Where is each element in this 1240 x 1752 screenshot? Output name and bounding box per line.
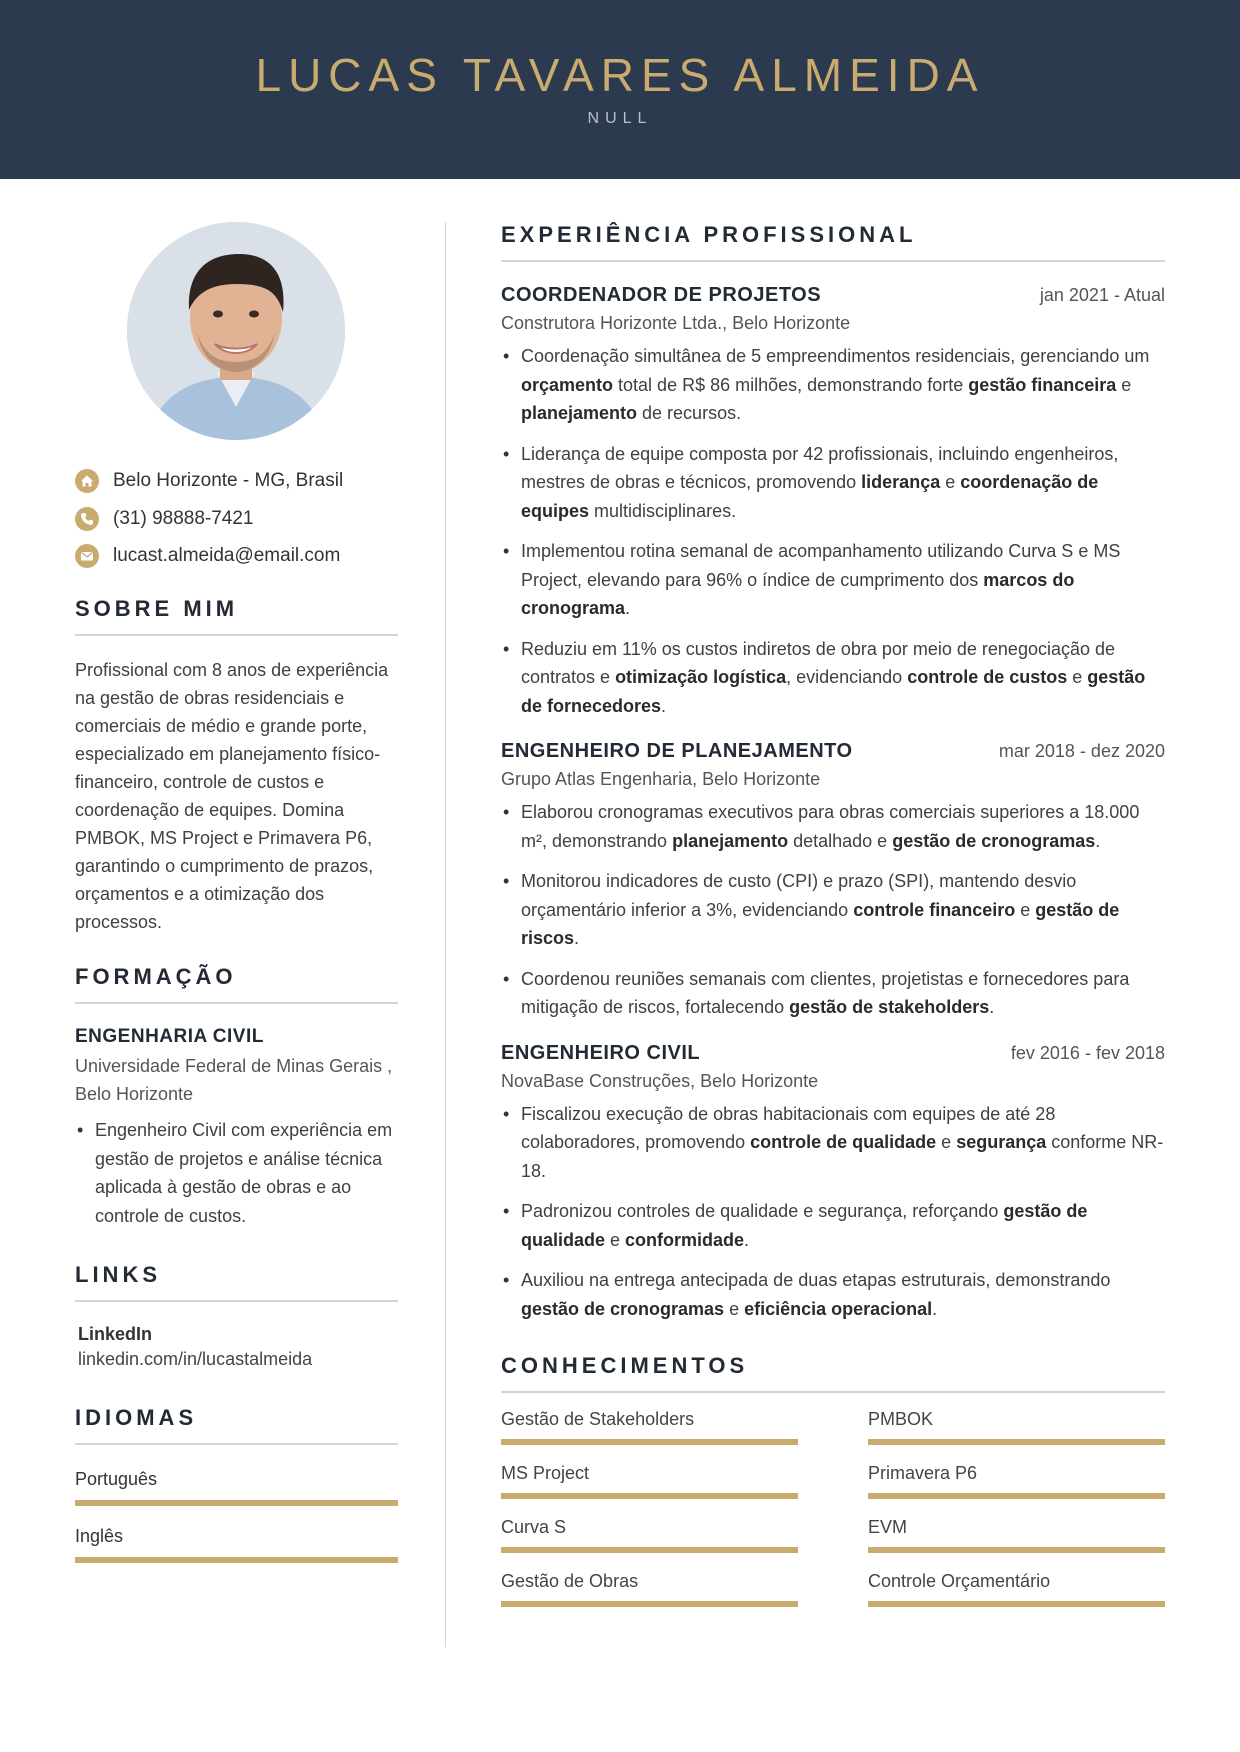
job-entry [501, 1042, 1165, 1324]
contact-location [75, 467, 343, 495]
phone-text: (31) 98888-7421 [113, 508, 254, 529]
home-icon [75, 469, 99, 493]
bullet-text: Implementou rotina semanal de acompanhamento utilizando Curva S e MS Project, elevando para 96% o índice de cumprimento dos [521, 541, 1121, 590]
bullet-text: e [724, 1298, 745, 1319]
skill-item [501, 1463, 798, 1499]
skill-name: Primavera P6 [868, 1463, 978, 1483]
skill-bar [868, 1493, 1165, 1499]
highlight-text: controle de custos [907, 667, 1068, 687]
language-bar [75, 1557, 398, 1563]
skills-grid [501, 1409, 1165, 1607]
highlight-text: gestão de fornecedores [521, 667, 1146, 716]
highlight-text: coordenação de equipes [521, 472, 1099, 521]
experience-rule [501, 260, 1165, 262]
education-bullets [75, 1116, 398, 1230]
job-header [501, 284, 1165, 307]
highlight-text: planejamento [521, 403, 638, 423]
job-title: ENGENHEIRO DE PLANEJAMENTO [501, 740, 853, 762]
bullet-text: multidisciplinares. [589, 500, 737, 521]
highlight-text: eficiência operacional [744, 1298, 933, 1319]
job-date: jan 2021 - Atual [1039, 285, 1165, 305]
phone-icon [75, 507, 99, 531]
bullet-text: de recursos. [637, 403, 742, 423]
skill-bar [501, 1601, 798, 1607]
school-name: Universidade Federal de Minas Gerais , Belo Horizonte [75, 1056, 393, 1104]
skill-name: PMBOK [868, 1409, 934, 1429]
skills-title: CONHECIMENTOS [501, 1353, 749, 1378]
bullet-text: Coordenação simultânea de 5 empreendimentos residenciais, gerenciando um [521, 346, 1150, 366]
skill-name: MS Project [501, 1463, 590, 1483]
bullet-text: Elaborou cronogramas executivos para obras comerciais superiores a 18.000 m², demonstrando [521, 802, 1140, 851]
highlight-text: otimização logística [615, 667, 787, 687]
contact-email [75, 542, 340, 570]
experience-title: EXPERIÊNCIA PROFISSIONAL [501, 222, 917, 247]
highlight-text: orçamento [521, 374, 614, 395]
right-column [501, 222, 1165, 1607]
about-section [75, 596, 398, 936]
skill-name: Gestão de Obras [501, 1571, 639, 1591]
job-bullet [501, 440, 1165, 526]
skill-item [868, 1409, 1165, 1445]
bullet-text: Padronizou controles de qualidade e segurança, reforçando [521, 1201, 1004, 1221]
languages-rule [75, 1443, 398, 1445]
skills-rule [501, 1391, 1165, 1393]
highlight-text: gestão de qualidade [521, 1201, 1088, 1250]
job-bullet [501, 1266, 1165, 1323]
bullet-text: e [1116, 374, 1132, 395]
bullet-text: Liderança de equipe composta por 42 profissionais, incluindo engenheiros, mestres de obras e técnicos, promovendo [521, 443, 1119, 492]
bullet-text: detalhado e [788, 830, 893, 851]
skill-item [501, 1571, 798, 1607]
bullet-text: . [744, 1229, 750, 1250]
email-text[interactable]: lucast.almeida@email.com [113, 545, 341, 566]
job-title: ENGENHEIRO CIVIL [501, 1041, 701, 1064]
education-rule [75, 1002, 398, 1004]
job-bullet [501, 867, 1165, 953]
language-item [75, 1469, 398, 1506]
links-title: LINKS [75, 1262, 161, 1287]
job-entry [501, 740, 1165, 1022]
highlight-text: conformidade [625, 1229, 745, 1250]
linkedin-url[interactable]: linkedin.com/in/lucastalmeida [78, 1349, 313, 1369]
job-date: fev 2016 - fev 2018 [1010, 1042, 1165, 1063]
bullet-text: . [1095, 830, 1101, 851]
about-text: Profissional com 8 anos de experiência na gestão de obras residenciais e comerciais de médio e grande porte, especializado em planejamento físico-financeiro, controle de custos e coordenação de equipes. Domina PMBOK, MS Project e Primavera P6, garantindo o cumprimento de prazos, orçamentos e a otimização dos processos. [75, 660, 389, 932]
bullet-text: . [661, 695, 667, 716]
skill-bar [501, 1493, 798, 1499]
about-title: SOBRE MIM [75, 596, 239, 621]
links-section [75, 1262, 398, 1370]
job-header [501, 740, 1165, 763]
education-bullet: • Engenheiro Civil com experiência em gestão de projetos e análise técnica aplicada à gestão de obras e ao controle de custos. [75, 1116, 398, 1230]
job-header [501, 1042, 1165, 1065]
bullet-text: . [989, 997, 995, 1017]
job-bullet [501, 798, 1165, 855]
highlight-text: liderança [861, 472, 941, 492]
bullet-text: e [1067, 667, 1088, 687]
highlight-text: segurança [956, 1132, 1047, 1152]
degree-title: ENGENHARIA CIVIL [75, 1026, 264, 1047]
bullet-text: e [936, 1132, 957, 1152]
bullet-text: conforme NR-18. [521, 1132, 1164, 1181]
highlight-text: gestão de riscos [521, 899, 1120, 948]
candidate-name: LUCAS TAVARES ALMEIDA [255, 49, 985, 101]
skill-item [868, 1517, 1165, 1553]
highlight-text: marcos do cronograma [521, 569, 1075, 618]
about-rule [75, 634, 398, 636]
links-rule [75, 1300, 398, 1302]
location-text: Belo Horizonte - MG, Brasil [113, 470, 344, 491]
profile-photo [127, 222, 345, 440]
skill-name: EVM [868, 1517, 908, 1537]
skill-bar [868, 1547, 1165, 1553]
job-entry [501, 284, 1165, 720]
highlight-text: gestão de cronogramas [521, 1298, 725, 1319]
education-title: FORMAÇÃO [75, 964, 237, 989]
skill-item [868, 1571, 1165, 1607]
skill-bar [501, 1439, 798, 1445]
bullet-text: Monitorou indicadores de custo (CPI) e prazo (SPI), mantendo desvio orçamentário inferior a 3%, evidenciando [521, 871, 1077, 920]
highlight-text: gestão de stakeholders [789, 997, 990, 1017]
job-company: Construtora Horizonte Ltda., Belo Horizonte [501, 313, 851, 333]
skill-item [501, 1517, 798, 1553]
job-bullet [501, 537, 1165, 623]
bullet-text: Fiscalizou execução de obras habitacionais com equipes de até 28 colaboradores, promovendo [521, 1103, 1056, 1152]
skills-section [501, 1353, 1165, 1607]
linkedin-label: LinkedIn [78, 1324, 153, 1344]
skill-name: Curva S [501, 1517, 567, 1537]
job-bullet [501, 1197, 1165, 1254]
job-bullet [501, 965, 1165, 1022]
language-bar [75, 1500, 398, 1506]
skill-name: Gestão de Stakeholders [501, 1409, 695, 1429]
job-date: mar 2018 - dez 2020 [998, 741, 1165, 761]
bullet-text: e [1015, 899, 1036, 920]
skill-bar [868, 1439, 1165, 1445]
skill-item [501, 1409, 798, 1445]
experience-list [501, 284, 1165, 1323]
languages-title: IDIOMAS [75, 1405, 198, 1430]
languages-section [75, 1405, 398, 1563]
bullet-text: Auxiliou na entrega antecipada de duas etapas estruturais, demonstrando [521, 1270, 1111, 1290]
language-item [75, 1526, 398, 1563]
bullet-text: Coordenou reuniões semanais com clientes, projetistas e fornecedores para mitigação de riscos, fortalecendo [521, 968, 1130, 1017]
language-name: Inglês [75, 1526, 124, 1546]
highlight-text: gestão de cronogramas [892, 830, 1096, 851]
job-bullets [501, 342, 1165, 720]
bullet-text: . [625, 598, 631, 618]
highlight-text: planejamento [672, 830, 789, 851]
highlight-text: controle financeiro [853, 899, 1016, 920]
portrait-image [127, 222, 345, 440]
job-bullet [501, 1100, 1165, 1186]
mail-icon [75, 544, 99, 568]
column-divider [445, 222, 446, 1647]
skill-bar [868, 1601, 1165, 1607]
highlight-text: controle de qualidade [750, 1132, 937, 1152]
bullet-text: e [940, 472, 961, 492]
contact-phone [75, 505, 254, 533]
bullet-text: . [932, 1298, 938, 1319]
bullet-text: Reduziu em 11% os custos indiretos de obra por meio de renegociação de contratos e [521, 638, 1116, 687]
education-section [75, 964, 398, 1230]
skill-name: Controle Orçamentário [868, 1571, 1051, 1591]
job-bullet [501, 342, 1165, 428]
job-bullet [501, 635, 1165, 721]
bullet-text: , evidenciando [786, 667, 908, 687]
job-bullets [501, 798, 1165, 1022]
job-bullets [501, 1100, 1165, 1324]
job-title: COORDENADOR DE PROJETOS [501, 284, 822, 306]
candidate-subtitle: NULL [587, 110, 653, 127]
bullet-text: . [574, 928, 580, 948]
highlight-text: gestão financeira [968, 374, 1117, 395]
skill-bar [501, 1547, 798, 1553]
language-name: Português [75, 1469, 158, 1489]
job-company: Grupo Atlas Engenharia, Belo Horizonte [501, 769, 821, 789]
bullet-text: total de R$ 86 milhões, demonstrando forte [613, 374, 969, 395]
skill-item [868, 1463, 1165, 1499]
header-banner [0, 0, 1240, 179]
job-company: NovaBase Construções, Belo Horizonte [501, 1070, 819, 1091]
bullet-text: e [605, 1229, 626, 1250]
